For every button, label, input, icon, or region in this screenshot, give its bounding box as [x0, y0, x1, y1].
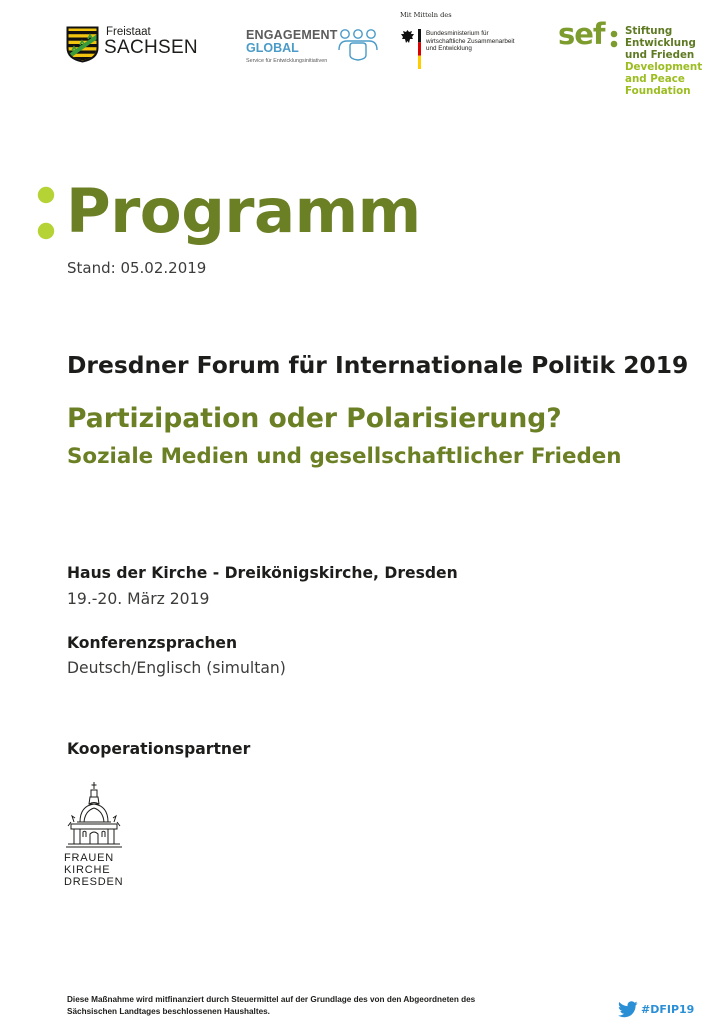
- sef-line: and Peace: [625, 73, 685, 85]
- sachsen-label-small: Freistaat: [106, 26, 151, 38]
- sachsen-crest-icon: [66, 26, 99, 63]
- bmz-name-line: wirtschaftliche Zusammenarbeit: [426, 37, 515, 45]
- funding-footnote: [67, 994, 567, 1017]
- sef-line: Foundation: [625, 85, 691, 97]
- engagement-global-line1: ENGAGEMENT: [246, 28, 338, 42]
- bmz-name-line: Bundesministerium für: [426, 30, 489, 37]
- venue: Haus der Kirche - Dreikönigskirche, Dresden: [67, 564, 458, 582]
- frauenkirche-line: KIRCHE: [64, 864, 111, 876]
- hashtag-block[interactable]: [618, 1001, 700, 1019]
- languages-value: Deutsch/Englisch (simultan): [67, 659, 286, 677]
- partners-label: Kooperationspartner: [67, 740, 251, 758]
- twitter-bird-icon: [618, 1001, 638, 1018]
- bmz-intro-text: Mit Mitteln des: [400, 11, 452, 19]
- page-title: Programm: [66, 176, 421, 247]
- frauenkirche-line: FRAUEN: [64, 852, 115, 864]
- engagement-global-tagline: Service für Entwicklungsinitiativen: [246, 58, 328, 64]
- engagement-global-line2: GLOBAL: [246, 41, 299, 55]
- logo-sachsen: [66, 26, 196, 66]
- event-subtitle-sub: Soziale Medien und gesellschaftlicher Frieden: [67, 444, 622, 469]
- frauenkirche-drawing-icon: [66, 782, 122, 848]
- logo-bmz: [398, 11, 538, 73]
- languages-label: Konferenzsprachen: [67, 634, 238, 652]
- event-date: 19.-20. März 2019: [67, 590, 210, 608]
- bmz-flag-bar: [418, 29, 421, 69]
- bmz-name-line: und Entwicklung: [426, 45, 472, 52]
- sef-mark: sef: [558, 17, 605, 51]
- sef-line: Development: [625, 61, 703, 73]
- logo-frauenkirche: [64, 782, 126, 890]
- bmz-ministry-name: [426, 30, 515, 53]
- sef-line: und Frieden: [625, 49, 695, 61]
- federal-eagle-icon: [400, 29, 415, 45]
- engagement-people-icon: [338, 28, 378, 62]
- title-colon-icon: [37, 186, 55, 240]
- hashtag-text[interactable]: #DFIP19: [641, 1003, 695, 1016]
- sachsen-label-big: SACHSEN: [104, 37, 198, 58]
- sef-colon-icon: [610, 30, 618, 48]
- frauenkirche-line: DRESDEN: [64, 876, 124, 888]
- logo-sef: [558, 17, 703, 102]
- logo-engagement-global: [246, 28, 381, 68]
- sef-line: Stiftung: [625, 25, 673, 37]
- footnote-line: Diese Maßnahme wird mitfinanziert durch Steuermittel auf der Grundlage des von den Abgeordneten des: [67, 995, 476, 1004]
- footnote-line: Sächsischen Landtages beschlossenen Haushaltes.: [67, 1006, 270, 1016]
- stand-date: Stand: 05.02.2019: [67, 259, 207, 277]
- sef-line: Entwicklung: [625, 37, 696, 49]
- event-subtitle-main: Partizipation oder Polarisierung?: [67, 403, 562, 434]
- forum-title: Dresdner Forum für Internationale Politik 2019: [67, 351, 689, 379]
